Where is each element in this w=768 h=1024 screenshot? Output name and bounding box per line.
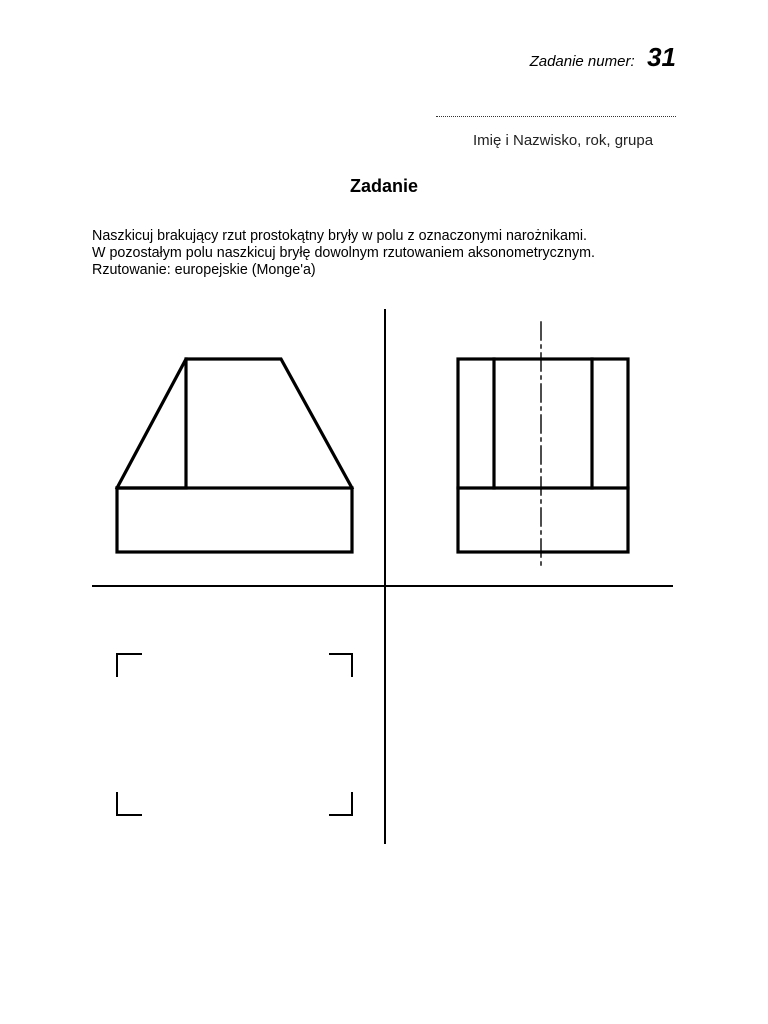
side-view xyxy=(458,359,628,552)
corner-marker-bottom-left xyxy=(117,793,141,815)
instruction-line-2: W pozostałym polu naszkicuj bryłę dowolnym rzutowaniem aksonometrycznym. xyxy=(92,245,595,261)
front-view-upper-outline xyxy=(117,359,352,488)
front-view xyxy=(117,359,352,552)
corner-marker-bottom-right xyxy=(330,793,352,815)
task-number-label: Zadanie numer: xyxy=(529,53,635,70)
front-view-base xyxy=(117,488,352,552)
instruction-line-1: Naszkicuj brakujący rzut prostokątny bryły w polu z oznaczonymi narożnikami. xyxy=(92,228,588,244)
instruction-line-3: Rzutowanie: europejskie (Monge'a) xyxy=(92,262,316,278)
side-view-outline xyxy=(458,359,628,552)
top-view-placeholder[interactable] xyxy=(117,654,352,815)
name-caption: Imię i Nazwisko, rok, grupa xyxy=(473,132,654,149)
corner-marker-top-left xyxy=(117,654,141,676)
corner-marker-top-right xyxy=(330,654,352,676)
task-number-value: 31 xyxy=(647,42,676,72)
page-title: Zadanie xyxy=(349,176,419,196)
